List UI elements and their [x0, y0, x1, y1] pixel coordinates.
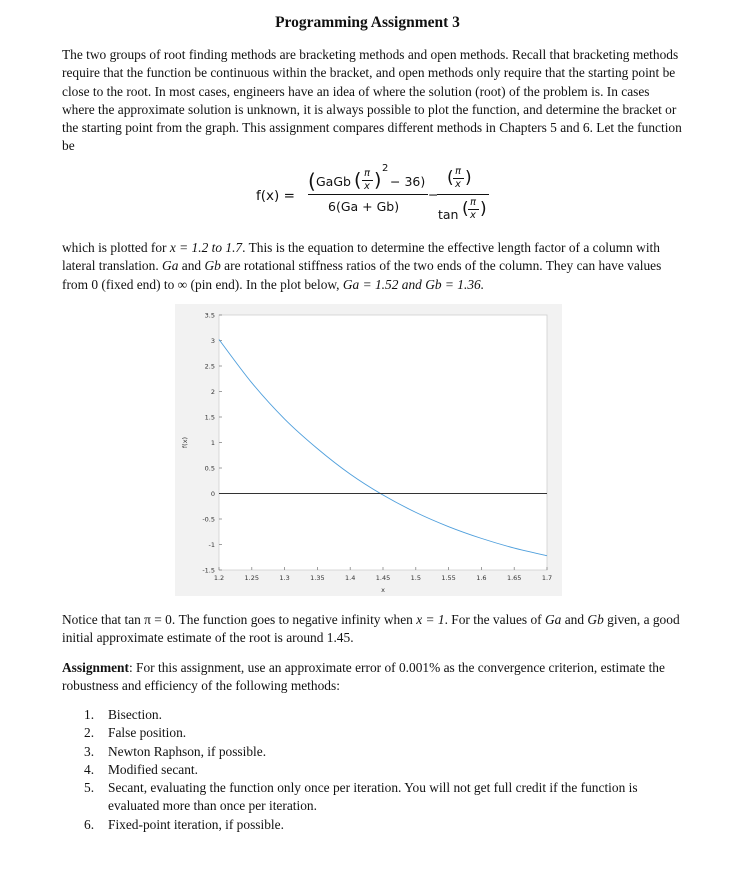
y-tick-label: -0.5 — [202, 515, 215, 524]
y-tick-label: 0 — [210, 490, 215, 498]
y-tick-label: 0.5 — [204, 464, 215, 473]
plot-svg — [175, 304, 562, 596]
list-item: 5. Secant, evaluating the function only once per iteration. You will not get full credit if the function is evaluated more than once per iteration. — [84, 780, 638, 814]
main-fraction-bar — [308, 194, 428, 195]
y-axis-label: f(x) — [181, 436, 189, 449]
function-formula: f(x) = ( GaGb ( π x ) 2 − 36) 6(Ga + Gb) − ( π x ) tan ( π x ) — [256, 163, 496, 235]
x-tick-label: 1.5 — [410, 574, 421, 582]
list-item: 4. Modified secant. — [84, 761, 198, 777]
formula-exponent: 2 — [382, 163, 389, 174]
x-tick-label: 1.3 — [279, 574, 290, 582]
formula-minus: − — [428, 187, 439, 202]
y-tick-label: -1.5 — [202, 566, 215, 575]
x-tick-label: 1.35 — [310, 574, 325, 582]
x-axis-label: x — [381, 586, 385, 594]
assignment-label: Assignment — [62, 660, 129, 675]
formula-lhs: f(x) = — [256, 188, 295, 204]
notice-paragraph: Notice that tan π = 0. The function goes to negative infinity when x = 1. For the values of Ga and Gb given, a good initial approximate estimate of the root is around 1.45. — [62, 612, 680, 646]
x-tick-label: 1.25 — [244, 574, 260, 582]
list-item: 3. Newton Raphson, if possible. — [84, 743, 267, 759]
x-tick-label: 1.45 — [375, 574, 391, 582]
formula-minus36: − 36) — [390, 174, 426, 189]
description-paragraph: which is plotted for x = 1.2 to 1.7. This is the equation to determine the effective length factor of a column with lateral translation. Ga and Gb are rotational stiffness ratios of the two ends of the column. They can have values from 0 (fixed end) to ∞ (pin end). In the plot below, Ga = 1.52 and Gb = 1.36. — [62, 240, 662, 292]
assignment-paragraph: Assignment: For this assignment, use an approximate error of 0.001% as the convergence criterion, estimate the robustness and efficiency of the following methods: — [62, 660, 665, 694]
x-tick-label: 1.65 — [506, 574, 522, 582]
list-item: 2. False position. — [84, 725, 187, 741]
y-tick-label: 3 — [210, 337, 215, 345]
y-tick-label: 3.5 — [204, 311, 215, 320]
list-item: 1. Bisection. — [84, 707, 162, 722]
y-tick-label: 1 — [210, 439, 215, 447]
y-tick-label: -1 — [208, 541, 215, 549]
formula-tan: tan — [438, 207, 459, 222]
y-tick-label: 2 — [210, 388, 215, 396]
tan-fraction-bar — [437, 194, 489, 195]
intro-paragraph: The two groups of root finding methods are bracketing methods and open methods. Recall that bracketing methods require that the function be continuous within the bracket, and open methods only require that the starting point be close to the root. In most cases, engineers have an idea of where the solution (root) of the problem is. In cases where the approximate solution is unknown, it is always possible to plot the function, and determine the bracket or the starting point from the graph. This assignment compares different methods in Chapters 5 and 6. Let the function be — [62, 47, 682, 154]
x-range: x = 1.2 to 1.7 — [169, 240, 243, 255]
formula-gagb: GaGb — [316, 174, 351, 189]
parameter-values: Ga = 1.52 and Gb = 1.36. — [342, 276, 485, 292]
formula-paren: ( — [308, 169, 316, 193]
function-plot — [175, 304, 562, 596]
x-tick-label: 1.55 — [441, 574, 456, 582]
y-tick-label: 1.5 — [204, 413, 215, 422]
page-title: Programming Assignment 3 — [275, 14, 460, 31]
plot-area — [219, 315, 547, 570]
formula-denominator: 6(Ga + Gb) — [328, 199, 400, 214]
list-item: 6. Fixed-point iteration, if possible. — [84, 816, 284, 832]
y-tick-label: 2.5 — [204, 362, 215, 371]
x-tick-label: 1.4 — [345, 574, 356, 582]
x-tick-label: 1.7 — [541, 574, 553, 582]
x-tick-label: 1.6 — [476, 574, 487, 582]
x-tick-label: 1.2 — [213, 574, 225, 582]
methods-list — [84, 706, 684, 834]
